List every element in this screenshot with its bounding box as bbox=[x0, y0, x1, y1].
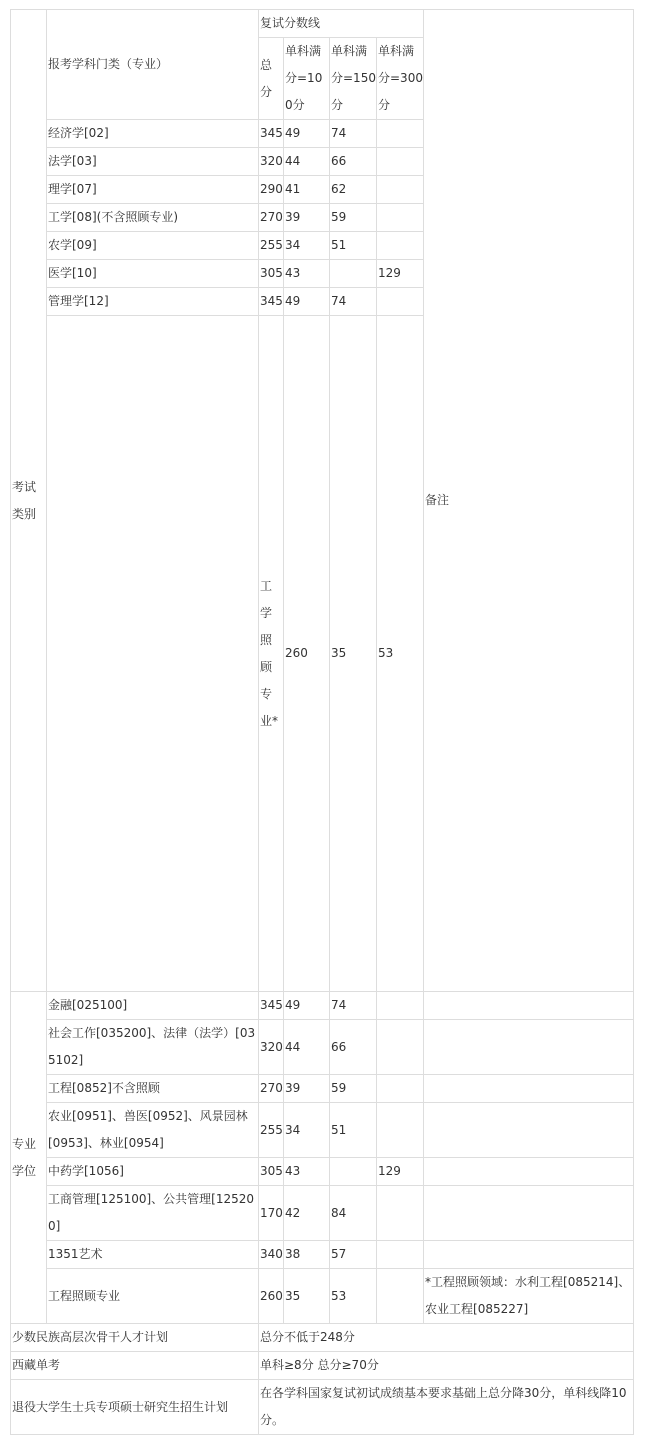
remark-cell bbox=[424, 1075, 634, 1103]
category-professional-label: 专业学位 bbox=[12, 1136, 37, 1178]
s100-cell: 39 bbox=[284, 204, 330, 232]
s150-cell: 51 bbox=[330, 1103, 377, 1158]
total-cell: 255 bbox=[259, 232, 284, 260]
s300-cell bbox=[377, 176, 424, 204]
s100-cell: 49 bbox=[284, 120, 330, 148]
s300-cell bbox=[377, 1020, 424, 1075]
remark-cell bbox=[424, 1103, 634, 1158]
special-label-cell: 退役大学生士兵专项硕士研究生招生计划 bbox=[11, 1380, 259, 1435]
s150-cell: 66 bbox=[330, 148, 377, 176]
single150-header-cell bbox=[330, 38, 377, 120]
s150-cell: 74 bbox=[330, 120, 377, 148]
s300-cell bbox=[377, 1186, 424, 1241]
s100-cell: 44 bbox=[284, 1020, 330, 1075]
total-cell: 305 bbox=[259, 260, 284, 288]
special-value-cell: 总分不低于248分 bbox=[259, 1324, 634, 1352]
s300-cell bbox=[377, 1269, 424, 1324]
s300-cell: 129 bbox=[377, 260, 424, 288]
s100-cell: 42 bbox=[284, 1186, 330, 1241]
remark-cell bbox=[424, 1020, 634, 1075]
retest-score-table bbox=[10, 9, 634, 1435]
s150-cell: 74 bbox=[330, 288, 377, 316]
retest-header-cell bbox=[259, 10, 424, 38]
special-label-cell: 少数民族高层次骨干人才计划 bbox=[11, 1324, 259, 1352]
s100-cell: 35 bbox=[284, 1269, 330, 1324]
s150-cell: 51 bbox=[330, 232, 377, 260]
total-cell: 170 bbox=[259, 1186, 284, 1241]
s300-cell bbox=[377, 992, 424, 1020]
s300-cell bbox=[377, 1241, 424, 1269]
category-academic-cell-cont bbox=[47, 316, 259, 992]
major-header-label: 报考学科门类（专业） bbox=[48, 57, 169, 71]
major-cell: 1351艺术 bbox=[47, 1241, 259, 1269]
major-cell: 农业[0951]、兽医[0952]、风景园林[0953]、林业[0954] bbox=[47, 1103, 259, 1158]
s100-cell: 39 bbox=[284, 1075, 330, 1103]
major-header-cell bbox=[47, 10, 259, 120]
major-cell: 管理学[12] bbox=[47, 288, 259, 316]
major-cell: 社会工作[035200]、法律（法学）[035102] bbox=[47, 1020, 259, 1075]
remark-cell: *工程照顾领域：水利工程[085214]、农业工程[085227] bbox=[424, 1269, 634, 1324]
major-cell: 中药学[1056] bbox=[47, 1158, 259, 1186]
total-cell: 255 bbox=[259, 1103, 284, 1158]
s300-cell bbox=[377, 1075, 424, 1103]
s300-cell: 129 bbox=[377, 1158, 424, 1186]
table-row bbox=[11, 1020, 634, 1075]
table-row bbox=[11, 1269, 634, 1324]
major-cell: 理学[07] bbox=[47, 176, 259, 204]
table-row bbox=[11, 1158, 634, 1186]
table-row bbox=[11, 1241, 634, 1269]
special-row bbox=[11, 1380, 634, 1435]
major-cell: 法学[03] bbox=[47, 148, 259, 176]
total-header-cell bbox=[259, 38, 284, 120]
total-cell: 345 bbox=[259, 120, 284, 148]
major-cell: 工程照顾专业 bbox=[47, 1269, 259, 1324]
major-cell: 经济学[02] bbox=[47, 120, 259, 148]
s100-cell: 38 bbox=[284, 1241, 330, 1269]
s100-cell: 44 bbox=[284, 148, 330, 176]
s150-cell: 84 bbox=[330, 1186, 377, 1241]
s300-cell bbox=[377, 148, 424, 176]
s100-cell: 49 bbox=[284, 992, 330, 1020]
category-professional-cell bbox=[11, 992, 47, 1324]
special-value-cell: 在各学科国家复试初试成绩基本要求基础上总分降30分，单科线降10分。 bbox=[259, 1380, 634, 1435]
s150-cell bbox=[330, 1158, 377, 1186]
single300-header-cell bbox=[377, 38, 424, 120]
special-label-cell: 西藏单考 bbox=[11, 1352, 259, 1380]
single100-header-label: 单科满分=100分 bbox=[285, 44, 323, 112]
s100-cell: 34 bbox=[284, 1103, 330, 1158]
table-row bbox=[11, 1186, 634, 1241]
special-row bbox=[11, 1324, 634, 1352]
total-cell: 290 bbox=[259, 176, 284, 204]
total-cell: 320 bbox=[259, 1020, 284, 1075]
s150-cell: 74 bbox=[330, 992, 377, 1020]
single300-header-label: 单科满分=300分 bbox=[378, 44, 423, 112]
s300-cell bbox=[377, 288, 424, 316]
total-cell: 270 bbox=[259, 1075, 284, 1103]
score-table-wrapper bbox=[10, 9, 634, 1435]
s300-cell bbox=[377, 204, 424, 232]
s150-cell: 53 bbox=[330, 1269, 377, 1324]
special-value-cell: 单科≥8分 总分≥70分 bbox=[259, 1352, 634, 1380]
s150-cell bbox=[330, 260, 377, 288]
table-row bbox=[11, 1075, 634, 1103]
remark-header-cell bbox=[424, 10, 634, 992]
s100-cell: 41 bbox=[284, 176, 330, 204]
table-row bbox=[11, 1103, 634, 1158]
total-header-label: 总分 bbox=[260, 57, 273, 99]
major-cell: 工商管理[125100]、公共管理[125200] bbox=[47, 1186, 259, 1241]
s150-cell: 62 bbox=[330, 176, 377, 204]
s150-cell: 66 bbox=[330, 1020, 377, 1075]
single150-header-label: 单科满分=150分 bbox=[331, 44, 376, 112]
major-cell: 工学[08](不含照顾专业) bbox=[47, 204, 259, 232]
s300-cell bbox=[377, 232, 424, 260]
remark-cell bbox=[424, 1158, 634, 1186]
major-cell: 工程[0852]不含照顾 bbox=[47, 1075, 259, 1103]
remark-cell bbox=[424, 1186, 634, 1241]
total-cell: 345 bbox=[259, 288, 284, 316]
remark-cell bbox=[424, 1241, 634, 1269]
s300-cell bbox=[377, 120, 424, 148]
total-cell: 260 bbox=[259, 1269, 284, 1324]
retest-header-label: 复试分数线 bbox=[260, 16, 321, 30]
remark-cell bbox=[424, 992, 634, 1020]
s100-cell: 35 bbox=[330, 316, 377, 992]
total-cell: 270 bbox=[259, 204, 284, 232]
header-row-top bbox=[11, 10, 634, 38]
major-cell: 工学照顾专业* bbox=[259, 316, 284, 992]
total-cell: 305 bbox=[259, 1158, 284, 1186]
total-cell: 345 bbox=[259, 992, 284, 1020]
major-cell: 医学[10] bbox=[47, 260, 259, 288]
single100-header-cell bbox=[284, 38, 330, 120]
s100-cell: 43 bbox=[284, 1158, 330, 1186]
s150-cell: 59 bbox=[330, 204, 377, 232]
total-cell: 320 bbox=[259, 148, 284, 176]
category-academic-cell bbox=[11, 10, 47, 992]
total-cell: 260 bbox=[284, 316, 330, 992]
remark-header-label: 备注 bbox=[425, 493, 450, 507]
s300-cell bbox=[377, 1103, 424, 1158]
special-row bbox=[11, 1352, 634, 1380]
table-row bbox=[11, 992, 634, 1020]
major-cell: 金融[025100] bbox=[47, 992, 259, 1020]
total-cell: 340 bbox=[259, 1241, 284, 1269]
s150-cell: 59 bbox=[330, 1075, 377, 1103]
s100-cell: 49 bbox=[284, 288, 330, 316]
s150-cell: 57 bbox=[330, 1241, 377, 1269]
s150-cell: 53 bbox=[377, 316, 424, 992]
s100-cell: 34 bbox=[284, 232, 330, 260]
major-cell: 农学[09] bbox=[47, 232, 259, 260]
category-academic-label: 考试类别 bbox=[12, 479, 37, 521]
s100-cell: 43 bbox=[284, 260, 330, 288]
